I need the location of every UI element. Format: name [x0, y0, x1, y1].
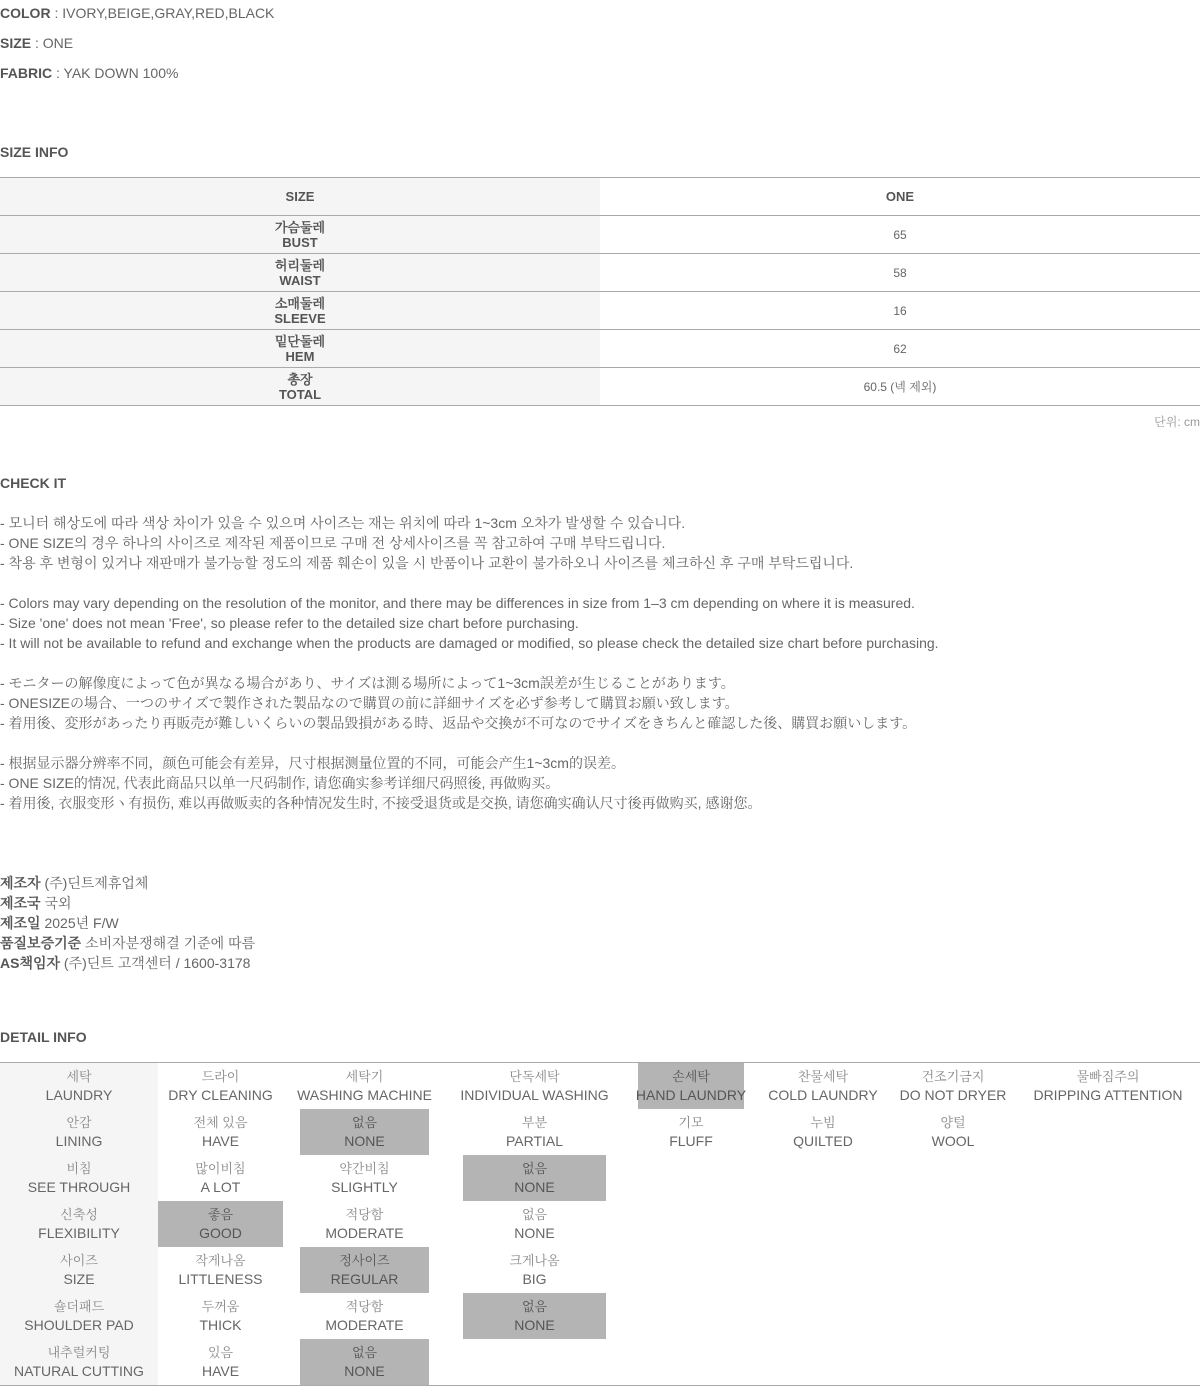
mfg-key: 제조일: [0, 915, 41, 931]
mfg-key: 품질보증기준: [0, 935, 82, 951]
check-line: - ONE SIZE的情况, 代表此商品只以单一尺码制作, 请您确实参考详细尺码照後, 再做购买。: [0, 775, 560, 791]
measure-value: 16: [893, 303, 907, 318]
table-row: [0, 368, 1200, 406]
detail-en: NONE: [514, 1225, 555, 1241]
detail-en: MODERATE: [325, 1317, 404, 1333]
spec-key: COLOR: [0, 5, 51, 21]
size-header-label: SIZE: [0, 178, 600, 215]
mfg-value: (주)딘트 고객센터 / 1600-3178: [63, 955, 251, 971]
detail-en: DO NOT DRYER: [899, 1087, 1007, 1103]
mfg-quality: [0, 933, 255, 953]
detail-ko: 단독세탁: [509, 1069, 560, 1084]
detail-en: WASHING MACHINE: [297, 1087, 432, 1103]
detail-ko: 양털: [940, 1115, 966, 1130]
mfg-key: AS책임자: [0, 955, 61, 971]
measure-ko: 소매둘레: [274, 295, 326, 311]
spec-color: [0, 4, 274, 22]
detail-ko: 약간비침: [339, 1161, 390, 1176]
detail-option: [460, 1063, 609, 1109]
measure-value: 60.5 (넥 제외): [863, 380, 937, 394]
detail-attribute-label: [0, 1293, 158, 1339]
detail-ko: 드라이: [201, 1069, 240, 1084]
measure-label: [0, 330, 600, 367]
spec-fabric: [0, 64, 178, 82]
mfg-value: 국외: [44, 895, 72, 911]
spec-value: : IVORY,BEIGE,GRAY,RED,BLACK: [54, 5, 275, 21]
detail-ko: 부분: [521, 1115, 548, 1130]
measure-en: TOTAL: [278, 386, 322, 402]
table-row: [0, 254, 1200, 292]
detail-option: [463, 1109, 606, 1155]
measure-value: 62: [893, 341, 907, 356]
check-line: - 착용 후 변형이 있거나 재판매가 불가능할 정도의 제품 훼손이 있을 시 반품이나 교환이 불가하오니 사이즈를 체크하신 후 구매 부탁드립니다.: [0, 555, 854, 571]
detail-option-selected: [635, 1063, 747, 1109]
detail-ko: 좋음: [207, 1207, 234, 1222]
measure-label: [0, 292, 600, 329]
measure-label: [0, 368, 600, 405]
detail-attribute-label: [0, 1109, 158, 1155]
detail-ko: 세탁기: [345, 1069, 384, 1084]
detail-en: FLEXIBILITY: [38, 1225, 120, 1241]
detail-en: MODERATE: [325, 1225, 404, 1241]
detail-option: [300, 1155, 429, 1201]
detail-en: LAUNDRY: [45, 1087, 113, 1103]
unit-note: 단위: cm: [1154, 415, 1200, 429]
detail-ko: 내추럴커팅: [47, 1345, 111, 1360]
detail-ko: 세탁: [66, 1069, 92, 1084]
detail-ko: 적당함: [345, 1299, 384, 1314]
detail-ko: 숄더패드: [53, 1299, 105, 1314]
size-table: [0, 177, 1200, 406]
detail-en: QUILTED: [793, 1133, 853, 1149]
mfg-as: [0, 953, 250, 973]
detail-ko: 누빔: [810, 1115, 836, 1130]
detail-info-grid: [0, 1062, 1200, 1386]
detail-info-title: DETAIL INFO: [0, 1029, 87, 1045]
spec-key: FABRIC: [0, 65, 53, 81]
detail-ko: 신축성: [60, 1207, 98, 1222]
detail-en: NONE: [514, 1317, 555, 1333]
detail-option: [760, 1109, 886, 1155]
detail-ko: 사이즈: [60, 1253, 98, 1268]
size-header-value: ONE: [885, 189, 915, 204]
detail-en: SLIGHTLY: [331, 1179, 398, 1195]
detail-en: HAVE: [201, 1363, 240, 1379]
table-row: [0, 292, 1200, 330]
detail-ko: 건조기금지: [921, 1069, 985, 1084]
check-line: - Size 'one' does not mean 'Free', so please refer to the detailed size chart before purchasing.: [0, 615, 579, 631]
detail-en: NATURAL CUTTING: [14, 1363, 144, 1379]
spec-key: SIZE: [0, 35, 32, 51]
detail-ko: 찬물세탁: [797, 1069, 849, 1084]
detail-en: NONE: [344, 1363, 385, 1379]
detail-option: [158, 1109, 283, 1155]
detail-ko: 손세탁: [672, 1069, 710, 1084]
detail-ko: 정사이즈: [339, 1253, 390, 1268]
table-row: [0, 330, 1200, 368]
detail-ko: 많이비침: [195, 1161, 246, 1176]
detail-ko: 작게나옴: [195, 1253, 246, 1268]
detail-en: HAND LAUNDRY: [635, 1087, 747, 1103]
detail-option: [900, 1109, 1006, 1155]
detail-ko: 비침: [66, 1161, 92, 1176]
mfg-key: 제조국: [0, 895, 41, 911]
check-line: - モニターの解像度によって色が異なる場合があり、サイズは測る場所によって1~3cm誤差が生じることがあります。: [0, 675, 735, 691]
detail-ko: 없음: [521, 1161, 548, 1176]
detail-en: DRY CLEANING: [168, 1087, 273, 1103]
detail-option-selected: [463, 1293, 606, 1339]
table-row: [0, 216, 1200, 254]
check-line: - ONESIZEの場合、一つのサイズで製作された製品なので購買の前に詳細サイズを必ず参考して購買お願い致します。: [0, 695, 739, 711]
detail-option: [158, 1063, 283, 1109]
detail-option: [463, 1247, 606, 1293]
detail-ko: 적당함: [345, 1207, 384, 1222]
mfg-maker: [0, 873, 148, 893]
check-line: - 根据显示器分辨率不同，颜色可能会有差异，尺寸根据测量位置的不同，可能会产生1~3cm的误差。: [0, 755, 625, 771]
check-line: - 着用後, 衣服变形ヽ有损伤, 难以再做贩卖的各种情况发生时, 不接受退货或是交换, 请您确实确认尺寸後再做购买, 感谢您。: [0, 795, 762, 811]
detail-option: [900, 1063, 1006, 1109]
detail-ko: 없음: [521, 1207, 548, 1222]
detail-en: FLUFF: [669, 1133, 713, 1149]
detail-option-selected: [300, 1339, 429, 1385]
detail-option: [158, 1339, 283, 1385]
size-info-title: SIZE INFO: [0, 144, 69, 160]
mfg-value: (주)딘트제휴업체: [44, 875, 149, 891]
detail-attribute-label: [0, 1155, 158, 1201]
size-table-header: [0, 178, 1200, 216]
detail-en: LINING: [55, 1133, 103, 1149]
measure-ko: 밑단둘레: [274, 333, 326, 349]
detail-ko: 없음: [521, 1299, 548, 1314]
check-it-title: CHECK IT: [0, 475, 67, 491]
detail-ko: 크게나옴: [509, 1253, 560, 1268]
detail-ko: 전체 있음: [193, 1115, 248, 1130]
detail-option: [158, 1247, 283, 1293]
detail-option-selected: [300, 1247, 429, 1293]
detail-en: NONE: [344, 1133, 385, 1149]
detail-option: [158, 1293, 283, 1339]
detail-en: THICK: [199, 1317, 242, 1333]
spec-value: : ONE: [35, 35, 74, 51]
check-line: - It will not be available to refund and exchange when the products are damaged or modified, so please check the detailed size chart before purchasing.: [0, 635, 939, 651]
detail-ko: 기모: [678, 1115, 704, 1130]
detail-option: [300, 1201, 429, 1247]
measure-ko: 가슴둘레: [274, 219, 326, 235]
detail-attribute-label: [0, 1063, 158, 1109]
detail-en: WOOL: [931, 1133, 975, 1149]
detail-option: [1030, 1063, 1186, 1109]
check-line: - ONE SIZE의 경우 하나의 사이즈로 제작된 제품이므로 구매 전 상세사이즈를 꼭 참고하여 구매 부탁드립니다.: [0, 535, 666, 551]
detail-en: INDIVIDUAL WASHING: [460, 1087, 609, 1103]
detail-en: A LOT: [200, 1179, 241, 1195]
detail-en: SIZE: [63, 1271, 95, 1287]
detail-attribute-label: [0, 1201, 158, 1247]
detail-option-selected: [300, 1109, 429, 1155]
measure-ko: 총장: [287, 371, 313, 387]
check-line: - 着用後、変形があったり再販売が難しいくらいの製品毀損がある時、返品や交換が不可なのでサイズをきちんと確認した後、購買お願いします。: [0, 715, 917, 731]
check-line: - 모니터 해상도에 따라 색상 차이가 있을 수 있으며 사이즈는 재는 위치에 따라 1~3cm 오차가 발생할 수 있습니다.: [0, 515, 686, 531]
measure-ko: 허리둘레: [274, 257, 326, 273]
detail-en: DRIPPING ATTENTION: [1033, 1087, 1183, 1103]
detail-ko: 없음: [351, 1115, 378, 1130]
mfg-value: 2025년 F/W: [44, 915, 119, 931]
measure-en: HEM: [285, 348, 315, 364]
detail-en: GOOD: [199, 1225, 242, 1241]
check-line: - Colors may vary depending on the resolution of the monitor, and there may be differences in size from 1–3 cm depending on where it is measured.: [0, 595, 915, 611]
detail-option: [760, 1063, 886, 1109]
detail-en: REGULAR: [330, 1271, 399, 1287]
spec-size: [0, 34, 73, 52]
spec-value: : YAK DOWN 100%: [56, 65, 179, 81]
detail-en: NONE: [514, 1179, 555, 1195]
measure-en: WAIST: [279, 272, 321, 288]
measure-en: BUST: [282, 234, 318, 250]
measure-value: 65: [893, 227, 907, 242]
detail-ko: 두꺼움: [201, 1299, 240, 1314]
detail-en: HAVE: [201, 1133, 240, 1149]
mfg-country: [0, 893, 72, 913]
detail-ko: 안감: [66, 1115, 92, 1130]
measure-en: SLEEVE: [274, 310, 326, 326]
detail-en: BIG: [522, 1271, 547, 1287]
detail-en: LITTLENESS: [178, 1271, 263, 1287]
detail-attribute-label: [0, 1339, 158, 1385]
detail-attribute-label: [0, 1247, 158, 1293]
mfg-value: 소비자분쟁해결 기준에 따름: [85, 935, 256, 951]
detail-option: [638, 1109, 744, 1155]
detail-ko: 물빠짐주의: [1076, 1069, 1140, 1084]
detail-en: COLD LAUNDRY: [768, 1087, 878, 1103]
mfg-date: [0, 913, 119, 933]
mfg-key: 제조자: [0, 875, 41, 891]
detail-option: [297, 1063, 432, 1109]
detail-en: SHOULDER PAD: [24, 1317, 134, 1333]
detail-option-selected: [158, 1201, 283, 1247]
detail-option: [158, 1155, 283, 1201]
detail-option: [463, 1201, 606, 1247]
detail-option-selected: [463, 1155, 606, 1201]
detail-en: PARTIAL: [505, 1133, 564, 1149]
measure-label: [0, 254, 600, 291]
detail-ko: 없음: [351, 1345, 378, 1360]
measure-value: 58: [893, 265, 907, 280]
detail-option: [300, 1293, 429, 1339]
detail-en: SEE THROUGH: [27, 1179, 131, 1195]
measure-label: [0, 216, 600, 253]
detail-ko: 있음: [207, 1345, 234, 1360]
